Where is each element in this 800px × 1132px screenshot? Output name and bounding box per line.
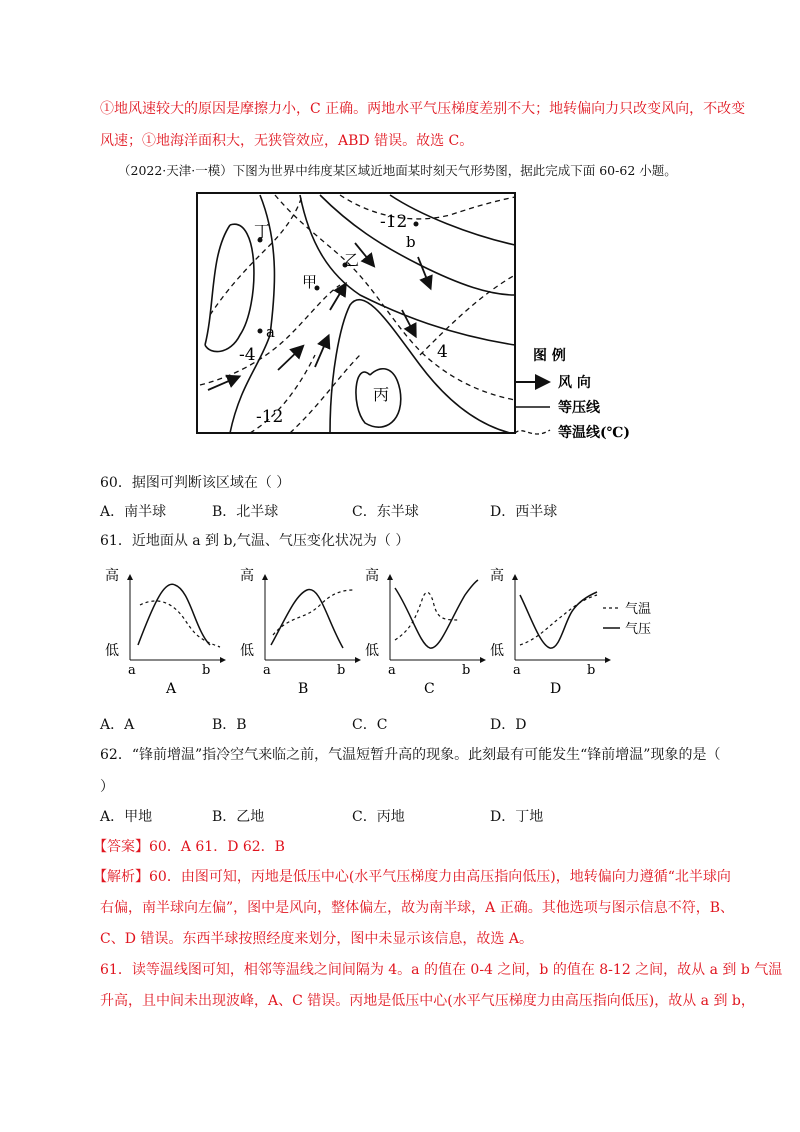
label-jia: 甲 — [302, 273, 318, 291]
label-bing: 丙 — [373, 385, 390, 404]
intro-line-1: ①地风速较大的原因是摩擦力小，C 正确。两地水平气压梯度差别不大；地转偏向力只改变风向，不改变 — [100, 101, 746, 117]
legend-isotherm: 等温线(℃) — [558, 425, 631, 441]
legend-wind: 风 向 — [558, 375, 591, 391]
graph-a-axis-low: 低 — [105, 643, 119, 659]
q61-stem: 61．近地面从 a 到 b,气温、气压变化状况为（ ） — [100, 533, 410, 549]
graph-c-axis-low: 低 — [365, 643, 379, 659]
q62-stem: 62．“锋前增温”指冷空气来临之前，气温短暂升高的现象。此刻最有可能发生“锋前增温”现象的是（ — [100, 747, 721, 763]
graph-legend-temp: 气温 — [625, 602, 652, 617]
label-a: a — [266, 323, 275, 341]
graph-d-title: D — [550, 681, 562, 697]
value-minus4-left: -4 — [239, 345, 256, 365]
graph-b-label-a: a — [263, 663, 271, 678]
graph-b-axis-low: 低 — [240, 643, 254, 659]
label-yi: 乙 — [344, 251, 360, 269]
legend-isobar: 等压线 — [558, 400, 600, 416]
q62-option-b[interactable]: B．乙地 — [212, 809, 265, 825]
q62-option-a[interactable]: A．甲地 — [100, 809, 153, 825]
q60-option-c[interactable]: C．东半球 — [352, 504, 419, 520]
answer-text: 60．A 61．D 62．B — [149, 839, 285, 855]
label-b: b — [406, 233, 416, 251]
graph-c-label-a: a — [388, 663, 396, 678]
graph-a-title: A — [166, 681, 177, 697]
analysis-line-4: 61．读等温线图可知，相邻等温线之间间隔为 4。a 的值在 0-4 之间，b 的值在 8-12 之间，故从 a 到 b 气温 — [100, 962, 783, 978]
graph-a-label-a: a — [128, 663, 136, 678]
graph-c-title: C — [424, 681, 435, 697]
graph-b-title: B — [298, 681, 309, 697]
value-minus12-top: -12 — [380, 212, 408, 232]
q61-option-d[interactable]: D．D — [490, 717, 527, 733]
graph-a-label-b: b — [202, 663, 211, 678]
q60-stem: 60．据图可判断该区域在（ ） — [100, 475, 291, 491]
q60-option-d[interactable]: D．西半球 — [490, 504, 558, 520]
q61-option-a[interactable]: A．A — [100, 717, 135, 733]
q60-option-a[interactable]: A．南半球 — [100, 504, 167, 520]
q61-graphs — [100, 560, 660, 700]
analysis-line-2: 右偏，南半球向左偏”，图中是风向，整体偏左，故为南半球，A 正确。其他选项与图示信息不符，B、 — [100, 900, 735, 916]
analysis-tag: 【解析】 — [93, 869, 149, 885]
weather-map-figure — [190, 185, 650, 445]
analysis-line-5: 升高，且中间未出现波峰，A、C 错误。丙地是低压中心(水平气压梯度力由高压指向低压)，故从 a 到 b， — [100, 993, 755, 1009]
answer-line — [93, 836, 285, 856]
label-ding: 丁 — [254, 222, 271, 241]
q61-option-b[interactable]: B．B — [212, 717, 247, 733]
analysis-line-1 — [93, 866, 731, 886]
graph-b-label-b: b — [337, 663, 346, 678]
graph-c-axis-high: 高 — [365, 568, 379, 584]
intro-line-2: 风速；①地海洋面积大，无狭管效应，ABD 错误。故选 C。 — [100, 133, 474, 149]
value-minus12-bottom: -12 — [256, 407, 284, 427]
legend-title: 图 例 — [533, 348, 566, 364]
question-intro: （2022·天津·一模）下图为世界中纬度某区域近地面某时刻天气形势图，据此完成下面 60-62 小题。 — [118, 163, 677, 178]
q60-option-b[interactable]: B．北半球 — [212, 504, 279, 520]
q62-option-c[interactable]: C．丙地 — [352, 809, 405, 825]
graph-d-label-b: b — [587, 663, 596, 678]
graph-d-label-a: a — [513, 663, 521, 678]
analysis-text-1: 60．由图可知，丙地是低压中心(水平气压梯度力由高压指向低压)，地转偏向力遵循“北半球向 — [149, 869, 731, 885]
graph-c-label-b: b — [462, 663, 471, 678]
answer-tag: 【答案】 — [93, 839, 149, 855]
q62-stem-end: ） — [100, 779, 114, 795]
value-4-right: 4 — [437, 342, 448, 362]
graph-b-axis-high: 高 — [240, 568, 254, 584]
graph-legend-pressure: 气压 — [625, 622, 652, 637]
graph-a-axis-high: 高 — [105, 568, 119, 584]
graph-d-axis-low: 低 — [490, 643, 504, 659]
analysis-line-3: C、D 错误。东西半球按照经度来划分，图中未显示该信息，故选 A。 — [100, 931, 533, 947]
q61-option-c[interactable]: C．C — [352, 717, 388, 733]
graph-d-axis-high: 高 — [490, 568, 504, 584]
q62-option-d[interactable]: D．丁地 — [490, 809, 544, 825]
